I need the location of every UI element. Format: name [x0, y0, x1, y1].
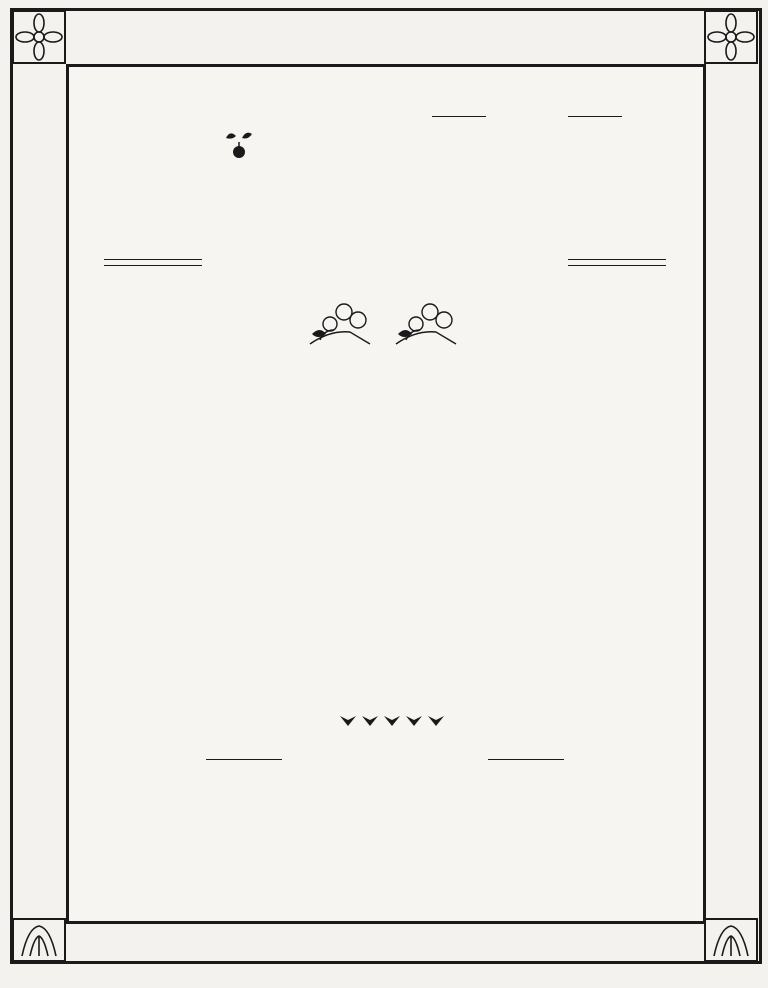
name-rule-right-1 — [568, 259, 666, 260]
bottom-scroll-row — [72, 928, 700, 958]
trains-rule-right — [488, 759, 564, 760]
name-rule-right-2 — [568, 265, 666, 266]
corner-ornament-bottom-right — [704, 918, 758, 962]
day-rule-left — [432, 116, 486, 117]
corner-ornament-bottom-left — [12, 918, 66, 962]
right-vine-ornament — [706, 70, 756, 916]
day-rule-right — [568, 116, 622, 117]
top-rosette-row — [72, 12, 700, 60]
name-rule-left-2 — [104, 265, 202, 266]
corner-ornament-top-right — [704, 10, 758, 64]
corner-ornament-top-left — [12, 10, 66, 64]
name-rule-left-1 — [104, 259, 202, 260]
flower-sprig-icon — [222, 128, 256, 162]
left-vine-ornament — [14, 70, 64, 916]
arrowhead-ornament-row — [338, 712, 448, 730]
flower-bouquet-ornament — [300, 300, 470, 352]
trains-rule-left — [206, 759, 282, 760]
unveiling-details — [106, 564, 666, 600]
inner-border — [66, 64, 706, 924]
